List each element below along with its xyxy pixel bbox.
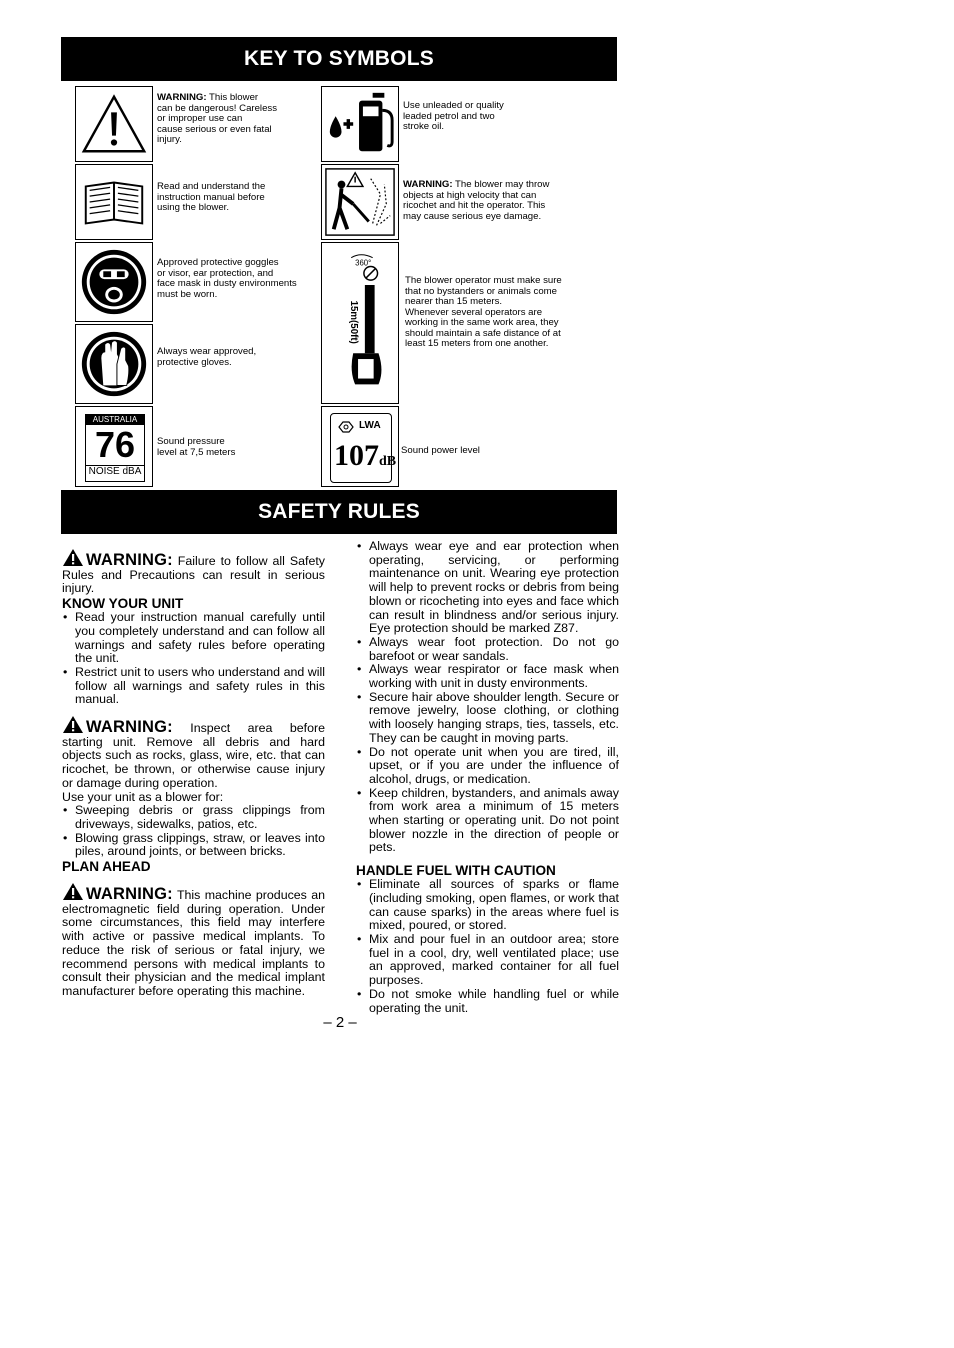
list-item: • Blowing grass clippings, straw, or leaves into piles, around joints, or between bricks.: [62, 832, 325, 859]
list-item: • Always wear respirator or face mask when working with unit in dusty environments.: [356, 663, 619, 690]
noise-country: AUSTRALIA: [86, 415, 144, 425]
list-item: • Always wear eye and ear protection when operating, servicing, or performing maintenance on unit. Wearing eye protection will help to prevent rocks or debris from being blown or ricocheting into eyes and face which can result in blindness and/or serious injury. Eye protection should be marked Z87.: [356, 540, 619, 636]
distance-label: 15m(50ft): [348, 300, 360, 344]
warning-triangle-icon: [62, 715, 84, 734]
symbol-text-sound-pressure: Sound pressure level at 7,5 meters: [157, 436, 236, 458]
list-item: • Mix and pour fuel in an outdoor area; store fuel in a cool, dry, well ventilated place; use an approved, marked container for all fuel purposes.: [356, 933, 619, 988]
list-item: • Do not smoke while handling fuel or while operating the unit.: [356, 988, 619, 1015]
symbol-text-gloves: Always wear approved, protective gloves.: [157, 346, 257, 368]
noise-value: 76: [94, 424, 136, 465]
symbol-text-warning: WARNING: This blower can be dangerous! Careless or improper use can cause serious or even fatal injury.: [157, 92, 277, 145]
fuel-pump-icon: [321, 86, 399, 162]
handle-fuel-heading: HANDLE FUEL WITH CAUTION: [356, 863, 556, 879]
noise-unit: NOISE dBA: [86, 465, 144, 478]
warning-triangle-icon: [62, 882, 84, 901]
warning-paragraph-2: WARNING: Inspect area before starting unit. Remove all debris and hard objects such as rocks, glass, wire, etc. that can ricochet, be thrown, or otherwise cause injury or damage during operation.: [62, 715, 325, 791]
symbol-text-fuel: Use unleaded or quality leaded petrol and two stroke oil.: [403, 100, 504, 132]
know-your-unit-list: [62, 611, 325, 707]
warning-triangle-icon: [62, 548, 84, 567]
sound-power-icon: [321, 406, 399, 487]
safety-left-column: [62, 548, 325, 999]
list-item: • Always wear foot protection. Do not go barefoot or wear sandals.: [356, 636, 619, 663]
know-your-unit-heading: KNOW YOUR UNIT: [62, 596, 184, 612]
plan-ahead-list: [356, 540, 619, 855]
symbol-text-goggles: Approved protective goggles or visor, ear protection, and face mask in dusty environments must be worn.: [157, 257, 297, 300]
list-item: • Read your instruction manual carefully until you completely understand and can follow all warnings and safety rules before operating the unit.: [62, 611, 325, 666]
goggles-face-icon: [75, 242, 153, 322]
page-number: – 2 –: [323, 1014, 357, 1031]
safety-rules-heading: SAFETY RULES: [61, 490, 617, 534]
plan-ahead-heading: PLAN AHEAD: [62, 859, 151, 875]
symbol-text-sound-power: Sound power level: [401, 445, 480, 456]
warning-paragraph-1: WARNING: Failure to follow all Safety Rules and Precautions can result in serious injury.: [62, 548, 325, 596]
debris-ricochet-icon: [321, 164, 399, 240]
list-item: • Keep children, bystanders, and animals away from work area a minimum of 15 meters when starting or operating unit. Do not point blower nozzle in the direction of people or pets.: [356, 787, 619, 856]
blower-uses-list: [62, 804, 325, 859]
noise-label-icon: [75, 406, 153, 487]
symbol-text-manual: Read and understand the instruction manual before using the blower.: [157, 181, 266, 213]
symbol-text-distance: The blower operator must make sure that no bystanders or animals come nearer than 15 meters. Whenever several operators are working in the same work area, they should maintain a safe distance of at least 15 meters from one another.: [405, 275, 562, 349]
distance-angle: 360°: [355, 258, 372, 268]
warning-paragraph-3: WARNING: This machine produces an electromagnetic field during operation. Under some circumstances, this field may interfere with active or passive medical implants. To reduce the risk of serious or fatal injury, we recommend persons with medical implants to consult their physician and the medical implant manufacturer before operating this machine.: [62, 882, 325, 999]
gloves-icon: [75, 324, 153, 404]
key-to-symbols-heading: KEY TO SYMBOLS: [61, 37, 617, 81]
manual-book-icon: [75, 164, 153, 240]
list-item: • Secure hair above shoulder length. Secure or remove jewelry, loose clothing, or clothing with loosely hanging straps, ties, tassels, etc. They can be caught in moving parts.: [356, 691, 619, 746]
safety-right-column: [356, 540, 619, 1015]
fuel-list: [356, 878, 619, 1015]
symbol-text-ricochet: WARNING: The blower may throw objects at high velocity that can ricochet and hit the operator. This may cause serious eye damage.: [403, 179, 550, 222]
list-item: • Eliminate all sources of sparks or flame (including smoking, open flames, or work that can cause sparks) in the areas where fuel is mixed, poured, or stored.: [356, 878, 619, 933]
list-item: • Sweeping debris or grass clippings from driveways, sidewalks, patios, etc.: [62, 804, 325, 831]
list-item: • Do not operate unit when you are tired, ill, upset, or if you are under the influence of alcohol, drugs, or medication.: [356, 746, 619, 787]
lwa-label: LWA: [359, 420, 381, 431]
safe-distance-icon: [321, 242, 399, 404]
use-as-blower-text: Use your unit as a blower for:: [62, 789, 224, 804]
warning-triangle-icon: [75, 86, 153, 162]
sound-power-value: 107dB: [334, 439, 397, 472]
list-item: • Restrict unit to users who understand and will follow all warnings and safety rules in this manual.: [62, 666, 325, 707]
